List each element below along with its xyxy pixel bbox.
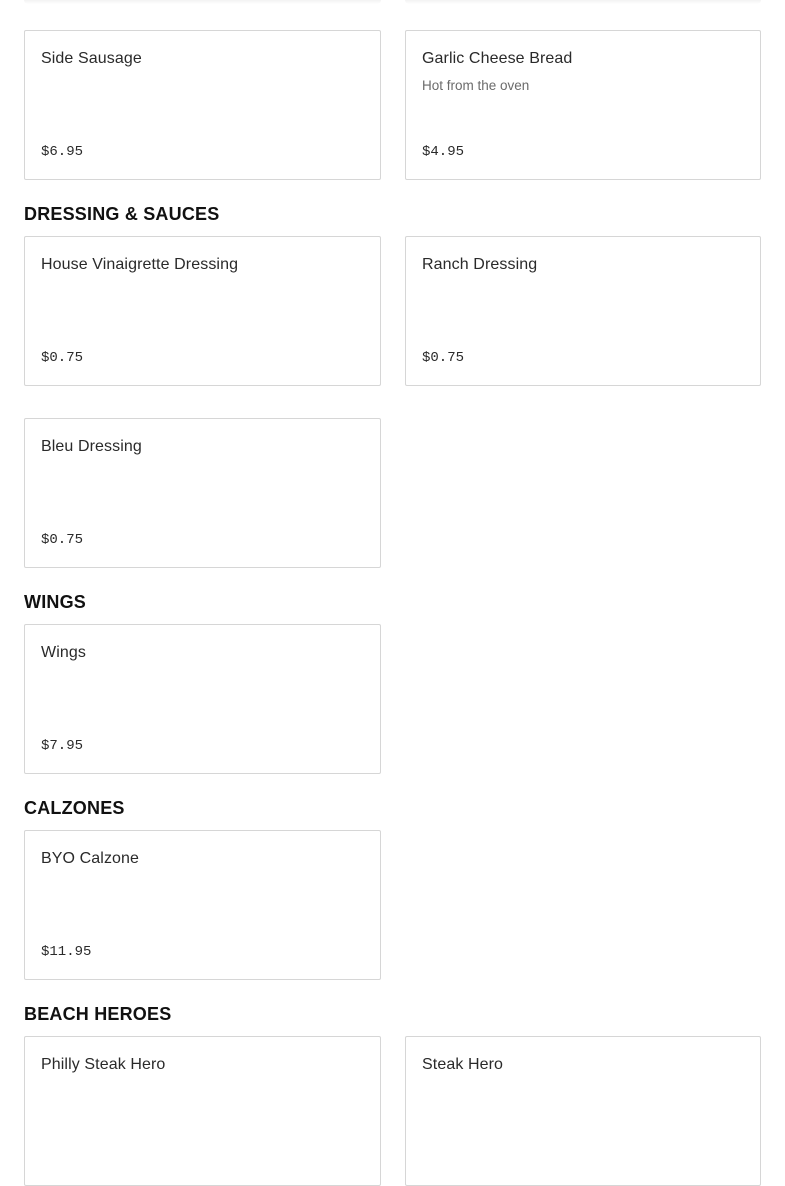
item-price: $0.75	[422, 350, 465, 366]
item-name: Garlic Cheese Bread	[422, 50, 573, 67]
section-title-dressing-sauces: DRESSING & SAUCES	[24, 204, 220, 224]
menu-section-sides	[24, 30, 761, 180]
item-name: Steak Hero	[422, 1056, 504, 1073]
menu-section-wings	[24, 624, 761, 774]
menu-item-card[interactable]	[405, 236, 761, 386]
item-name: Wings	[41, 644, 86, 661]
section-title-beach-heroes: BEACH HEROES	[24, 1004, 172, 1024]
previous-card-edge-left	[24, 0, 381, 4]
item-price: $4.95	[422, 144, 465, 160]
menu-section-calzones	[24, 830, 761, 980]
item-price: $0.75	[41, 532, 84, 548]
menu-item-card[interactable]	[405, 1036, 761, 1186]
item-price: $7.95	[41, 738, 84, 754]
item-name: Bleu Dressing	[41, 438, 142, 455]
menu-item-card[interactable]	[405, 30, 761, 180]
section-title-wings: WINGS	[24, 592, 86, 612]
previous-card-edge-right	[405, 0, 762, 4]
menu-section-beach-heroes	[24, 1036, 761, 1186]
item-name: Ranch Dressing	[422, 256, 538, 273]
item-name: BYO Calzone	[41, 850, 140, 867]
item-name: House Vinaigrette Dressing	[41, 256, 239, 273]
menu-item-card[interactable]	[24, 830, 381, 980]
menu-item-card[interactable]	[24, 624, 381, 774]
item-name: Side Sausage	[41, 50, 142, 67]
item-price: $11.95	[41, 944, 92, 960]
menu-section-dressing-sauces	[24, 236, 761, 568]
item-description: Hot from the oven	[422, 78, 530, 93]
menu-item-card[interactable]	[24, 236, 381, 386]
menu-list	[24, 30, 761, 1186]
item-price: $0.75	[41, 350, 84, 366]
previous-cards-edge	[24, 0, 761, 4]
item-name: Philly Steak Hero	[41, 1056, 166, 1073]
menu-item-card[interactable]	[24, 1036, 381, 1186]
menu-item-card[interactable]	[24, 30, 381, 180]
section-title-calzones: CALZONES	[24, 798, 125, 818]
menu-item-card[interactable]	[24, 418, 381, 568]
item-price: $6.95	[41, 144, 84, 160]
